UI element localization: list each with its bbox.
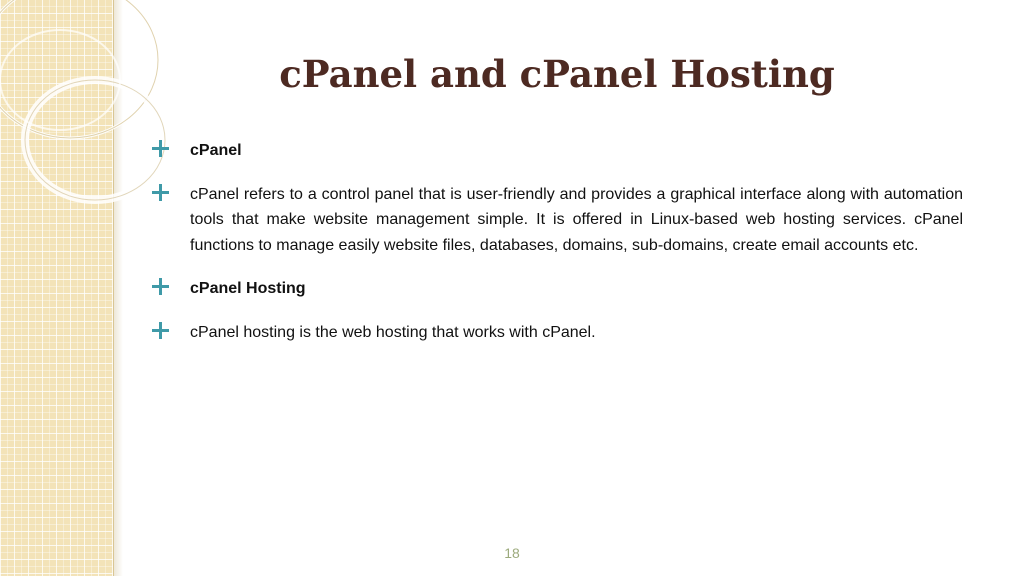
bullet-text: cPanel <box>190 142 242 159</box>
side-panel-shadow <box>113 0 123 576</box>
bullet-item <box>150 276 963 302</box>
plus-icon <box>150 276 172 301</box>
bullet-text: cPanel refers to a control panel that is user-friendly and provides a graphical interface along with automation tools that make website management simple. It is offered in Linux-based web hosting services. cPanel functions to manage easily website files, databases, domains, sub-domains, create email accounts etc. <box>190 185 963 254</box>
bullet-item <box>150 138 963 164</box>
plus-icon <box>150 182 172 207</box>
plus-icon <box>150 138 172 163</box>
bullet-list <box>150 138 963 345</box>
page-number: 18 <box>504 545 520 561</box>
bullet-item <box>150 320 963 346</box>
side-panel-pattern <box>0 0 114 576</box>
slide-title: cPanel and cPanel Hosting <box>279 52 835 96</box>
bullet-text: cPanel Hosting <box>190 280 306 297</box>
bullet-item <box>150 182 963 259</box>
bullet-text: cPanel hosting is the web hosting that works with cPanel. <box>190 323 596 341</box>
plus-icon <box>150 320 172 345</box>
